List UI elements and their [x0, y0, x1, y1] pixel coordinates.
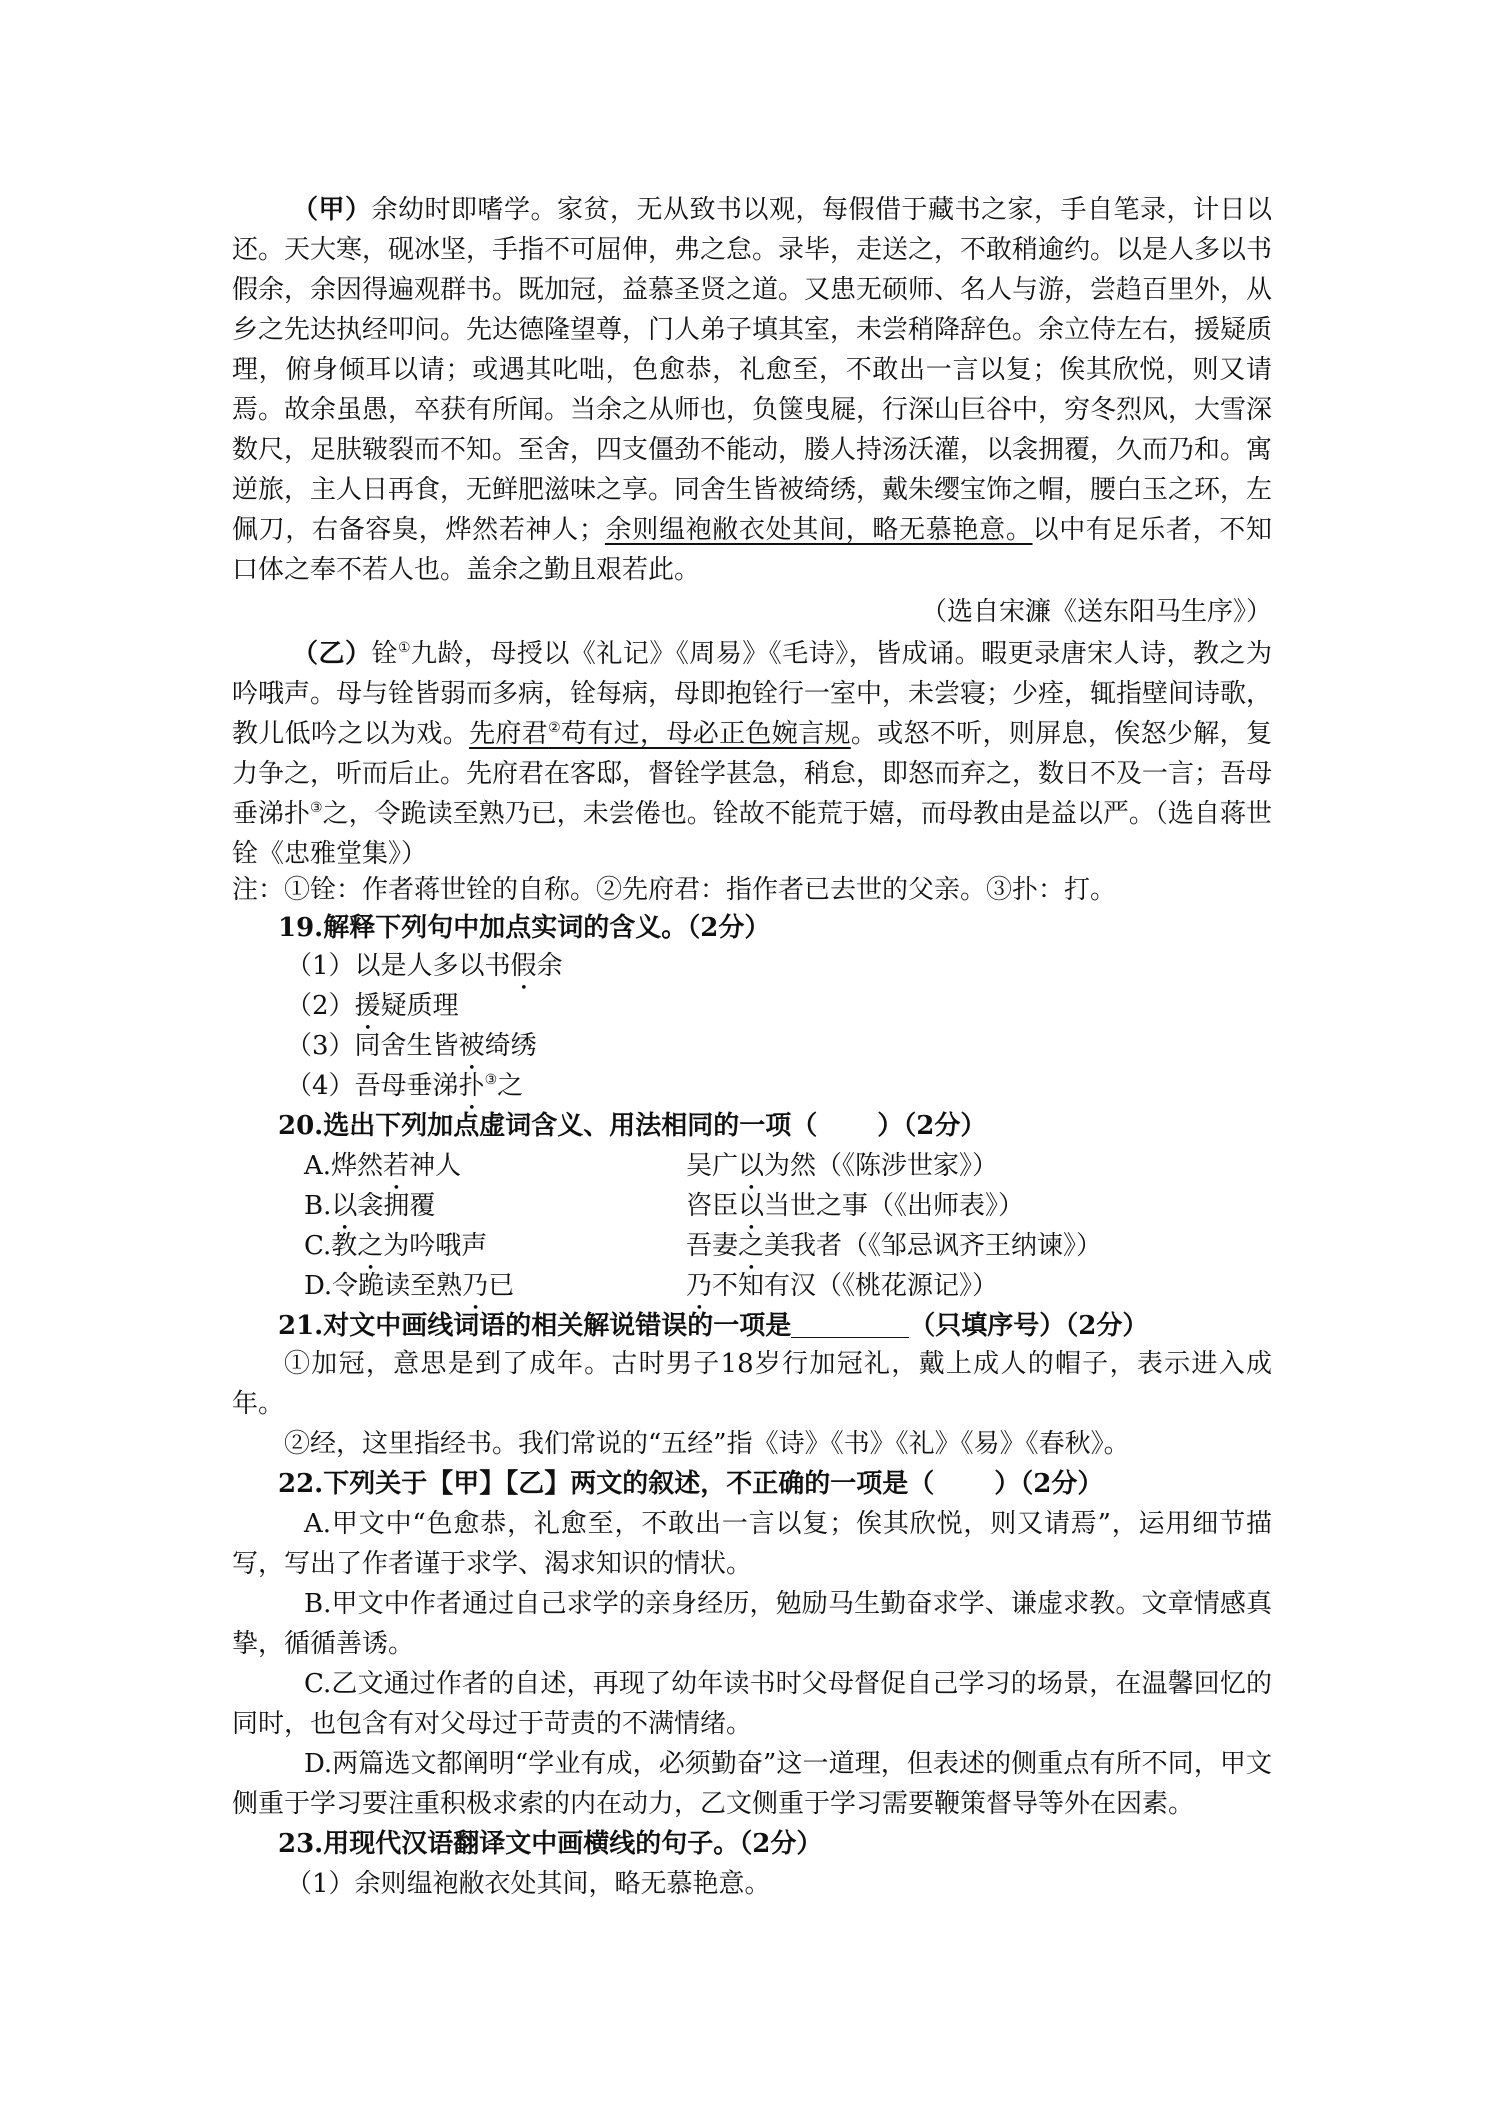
q20-c1-text: C.教: [304, 1231, 358, 1261]
passage-jia-tag: （甲）: [292, 195, 372, 225]
q20-b1-dotted: 以: [331, 1191, 358, 1221]
q20-a1-rest: 神人: [409, 1151, 462, 1181]
passage-jia: [232, 190, 1272, 590]
q20-b2-text: 咨臣: [686, 1191, 739, 1221]
q20-a2-text: 吴广: [686, 1151, 739, 1181]
q20-c1-rest: 为吟哦声: [383, 1231, 488, 1261]
q19-i4-note: ③: [484, 1072, 498, 1088]
q20-b2-rest: 当世之事（《出师表》）: [764, 1191, 1025, 1221]
q20-c2-dotted: 之: [738, 1231, 765, 1261]
q19-i3-dotted: 被: [458, 1031, 485, 1061]
q22-option-c: C.乙文通过作者的自述，再现了幼年读书时父母督促自己学习的场景，在温馨回忆的同时，也包含有对父母过于苛责的不满情绪。: [232, 1669, 1272, 1739]
passage-yi-part4: 之，令跪读至熟乃已，未尝倦也。铨故不能荒于嬉，而母教由是益以严。（选自蒋世铨《忠雅堂集》）: [232, 799, 1272, 869]
q21-option-1-block: [232, 1344, 1272, 1424]
q20-a2-dotted: 以: [738, 1151, 765, 1181]
passage-yi-tag: （乙）: [292, 639, 372, 669]
q19-i2-text: （2）: [286, 991, 355, 1021]
q20-a1-dotted: 若: [383, 1151, 410, 1181]
q19-i1-dotted: 假: [510, 951, 537, 981]
q20-c2-rest: 美我者（《邹忌讽齐王纳谏》）: [764, 1231, 1103, 1261]
q20-a2-rest: 为然（《陈涉世家》）: [764, 1151, 999, 1181]
q21-option-2: ②经，这里指经书。我们常说的“五经”指《诗》《书》《礼》《易》《春秋》。: [284, 1429, 1130, 1459]
q20-b1-rest: 衾拥覆: [357, 1191, 436, 1221]
q19-i3-rest: 绮绣: [484, 1031, 537, 1061]
q20-c1-dotted: 之: [357, 1231, 384, 1261]
q20-b1-text: B.: [304, 1191, 332, 1221]
passage-yi-text: [232, 634, 1272, 874]
q21-answer-blank[interactable]: [791, 1311, 909, 1338]
annotations: 注：①铨：作者蒋世铨的自称。②先府君：指作者已去世的父亲。③扑：打。: [232, 875, 1117, 905]
note-marker-3: ③: [310, 800, 323, 816]
q19-i1-text: （1）以是人多以书: [286, 951, 511, 981]
q22-option-a: A.甲文中“色愈恭，礼愈至，不敢出一言以复；俟其欣悦，则又请焉”，运用细节描写，写出了作者谨于求学、渴求知识的情状。: [232, 1509, 1272, 1579]
q21-option-2-block: [232, 1424, 1272, 1464]
q19-i1-rest: 余: [536, 951, 563, 981]
q20-d2-rest: 不知有汉（《桃花源记》）: [712, 1271, 999, 1301]
q19-i3-text: （3）同舍生皆: [286, 1031, 459, 1061]
q22-options: [232, 1504, 1272, 1824]
note-marker-1: ①: [397, 640, 411, 656]
passage-yi-underlined: [469, 719, 851, 749]
q23-title: 23.用现代汉语翻译文中画横线的句子。（2分）: [278, 1829, 823, 1859]
q20-c2-text: 吾妻: [686, 1231, 739, 1261]
q20-a1-text: A.烨然: [304, 1151, 384, 1181]
passage-jia-part2: 以中有足乐者，不知口体之奉不若人也。盖余之勤且艰若此。: [232, 515, 1272, 585]
q21-title: [278, 1306, 1148, 1346]
q19-i2-rest: 疑质理: [380, 991, 459, 1021]
passage-jia-source: （选自宋濂《送东阳马生序》）: [920, 597, 1272, 627]
passage-yi-part1: 铨: [371, 639, 398, 669]
q21-title-b: （只填序号）（2分）: [909, 1311, 1149, 1341]
q20-title-b: ）（2分）: [877, 1111, 987, 1141]
q20-d1-dotted: 乃: [462, 1271, 489, 1301]
passage-jia-part1: 余幼时即嗜学。家贫，无从致书以观，每假借于藏书之家，手自笔录，计日以还。天大寒，砚冰坚，手指不可屈伸，弗之怠。录毕，走送之，不敢稍逾约。以是人多以书假余，余因得遍观群书。既加冠，益慕圣贤之道。又患无硕师、名人与游，尝趋百里外，从乡之先达执经叩问。先达德隆望尊，门人弟子填其室，未尝稍降辞色。余立侍左右，援疑质理，俯身倾耳以请；或遇其叱咄，色愈恭，礼愈至，不敢出一言以复；俟其欣悦，则又请焉。故余虽愚，卒获有所闻。当余之从师也，负箧曳屣，行深山巨谷中，穷冬烈风，大雪深数尺，足肤皲裂而不知。至舍，四支僵劲不能动，媵人持汤沃灌，以衾拥覆，久而乃和。寓逆旅，主人日再食，无鲜肥滋味之享。同舍生皆被绮绣，戴朱缨宝饰之帽，腰白玉之环，左佩刀，右备容臭，烨然若神人；: [232, 195, 1273, 545]
q21-option-1: ①加冠，意思是到了成年。古时男子18岁行加冠礼，戴上成人的帽子，表示进入成年。: [232, 1349, 1272, 1419]
q23-item-1: （1）余则缊袍敝衣处其间，略无慕艳意。: [286, 1869, 771, 1899]
q19-title: 19.解释下列句中加点实词的含义。（2分）: [278, 913, 771, 943]
q21-title-a: 21.对文中画线词语的相关解说错误的一项是: [278, 1311, 792, 1341]
q20-b2-dotted: 以: [738, 1191, 765, 1221]
q22-option-b: B.甲文中作者通过自己求学的亲身经历，勉励马生勤奋求学、谦虚求教。文章情感真挚，循循善诱。: [232, 1589, 1272, 1659]
q22-title-b: ）（2分）: [994, 1469, 1104, 1499]
q20-d1-text: D.令跪读至熟: [304, 1271, 463, 1301]
q20-d1-rest: 已: [488, 1271, 515, 1301]
q22-title-a: 22.下列关于【甲】【乙】两文的叙述，不正确的一项是（: [278, 1469, 935, 1499]
q19-i4-dotted: 扑: [458, 1071, 485, 1101]
passage-jia-text: [232, 190, 1272, 590]
q20-title: [278, 1106, 986, 1146]
q19-i2-dotted: 援: [354, 991, 381, 1021]
note-marker-2: ②: [548, 720, 562, 736]
q20-d2-dotted: 乃: [686, 1271, 713, 1301]
passage-yi-part3: 。或怒不听，则屏息，俟怒少解，复力争之，听而后止。先府君在客邸，督铨学甚急，稍怠，即怒而弃之，数日不及一言；吾母垂涕扑: [232, 719, 1273, 829]
q19-i4-text: （4）吾母垂涕: [286, 1071, 459, 1101]
q20-title-a: 20.选出下列加点虚词含义、用法相同的一项（: [278, 1111, 818, 1141]
q22-option-d: D.两篇选文都阐明“学业有成，必须勤奋”这一道理，但表述的侧重点有所不同，甲文侧重于学习要注重积极求索的内在动力，乙文侧重于学习需要鞭策督导等外在因素。: [232, 1749, 1272, 1819]
q19-i4-rest: 之: [497, 1071, 524, 1101]
underlined-sentence-yi: 苟有过，母必正色婉言规: [561, 719, 851, 749]
underlined-xianfujun: 先府君: [469, 719, 549, 749]
q22-title: [278, 1464, 1103, 1504]
passage-jia-underlined-sentence: 余则缊袍敝衣处其间，略无慕艳意。: [604, 515, 1033, 545]
passage-yi-part2: 九龄，母授以《礼记》《周易》《毛诗》，皆成诵。暇更录唐宋人诗，教之为吟哦声。母与铨皆弱而多病，铨每病，母即抱铨行一室中，未尝寝；少痊，辄指壁间诗歌，教儿低吟之以为戏。: [232, 639, 1273, 749]
passage-yi: [232, 634, 1272, 874]
